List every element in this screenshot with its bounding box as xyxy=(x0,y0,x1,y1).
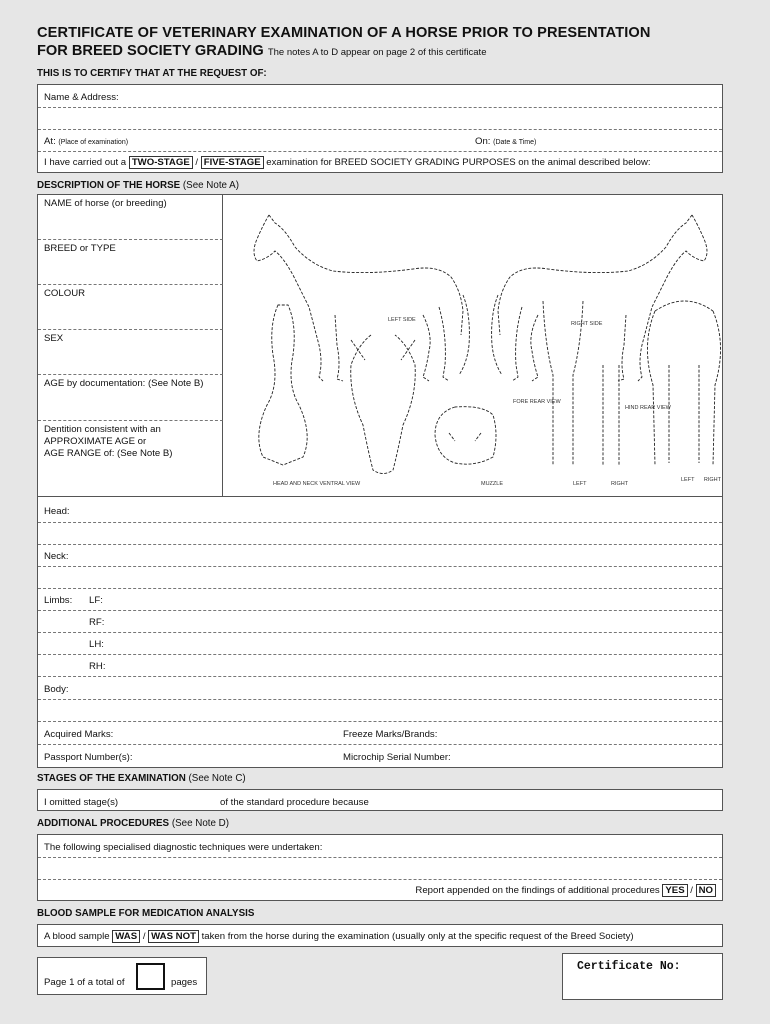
page-suffix-label: pages xyxy=(171,977,198,988)
examination-type-row xyxy=(38,151,722,173)
certify-heading: THIS IS TO CERTIFY THAT AT THE REQUEST OF: xyxy=(37,68,267,79)
neck-row[interactable] xyxy=(38,544,722,567)
dentition-line2: APPROXIMATE AGE or xyxy=(44,436,147,447)
sex-label: SEX xyxy=(44,333,64,344)
blood-prefix: A blood sample xyxy=(44,931,110,942)
on-hint: (Date & Time) xyxy=(493,139,537,146)
markings-box xyxy=(37,497,723,768)
name-address-continuation-row[interactable] xyxy=(38,107,722,130)
breed-label: BREED or TYPE xyxy=(44,243,116,254)
blood-suffix: taken from the horse during the examination (usually only at the specific request of the Breed Society) xyxy=(201,931,634,942)
omitted-stages-label: I omitted stage(s) xyxy=(44,797,119,808)
description-heading xyxy=(37,180,239,191)
at-label: At: xyxy=(44,136,56,147)
certificate-title-line2 xyxy=(37,43,486,59)
dentition-line3: AGE RANGE of: (See Note B) xyxy=(44,448,173,459)
blood-sample-heading: BLOOD SAMPLE FOR MEDICATION ANALYSIS xyxy=(37,908,255,919)
age-label: AGE by documentation: (See Note B) xyxy=(44,378,204,389)
place-date-row[interactable] xyxy=(38,129,722,152)
hind-left-label: LEFT xyxy=(681,477,695,483)
place-label xyxy=(44,136,128,147)
blood-was-not-option[interactable]: WAS NOT xyxy=(148,930,199,943)
right-side-label: RIGHT SIDE xyxy=(571,321,603,327)
microchip-label: Microchip Serial Number: xyxy=(343,752,451,763)
description-box xyxy=(37,194,723,497)
blood-sample-box xyxy=(37,924,723,947)
additional-heading xyxy=(37,818,229,829)
acquired-marks-label: Acquired Marks: xyxy=(44,729,114,740)
front-head-outline xyxy=(351,335,416,474)
sex-field[interactable] xyxy=(38,330,223,375)
lh-label: LH: xyxy=(89,639,104,650)
on-label: On: xyxy=(475,136,491,147)
body-row[interactable] xyxy=(38,676,722,700)
standard-procedure-label: of the standard procedure because xyxy=(220,797,369,808)
stages-box[interactable] xyxy=(37,789,723,811)
page-prefix-label: Page 1 of a total of xyxy=(44,977,125,988)
report-yes-option[interactable]: YES xyxy=(662,884,687,897)
passport-label: Passport Number(s): xyxy=(44,752,133,763)
five-stage-option[interactable]: FIVE-STAGE xyxy=(201,156,264,169)
request-box xyxy=(37,84,723,173)
total-pages-field[interactable] xyxy=(136,963,165,990)
fore-right-label: RIGHT xyxy=(611,481,629,487)
description-heading-text: DESCRIPTION OF THE HORSE xyxy=(37,180,181,191)
age-field[interactable] xyxy=(38,375,223,421)
report-appended-label: Report appended on the findings of additional procedures xyxy=(415,885,660,896)
additional-box xyxy=(37,834,723,901)
stages-note: (See Note C) xyxy=(188,773,246,784)
limbs-lf-row[interactable] xyxy=(38,588,722,611)
colour-label: COLOUR xyxy=(44,288,86,299)
neck-continuation-row[interactable] xyxy=(38,566,722,589)
date-time-label xyxy=(475,136,536,147)
blood-was-option[interactable]: WAS xyxy=(112,930,140,943)
report-appended-row xyxy=(38,879,722,901)
head-neck-ventral-outline xyxy=(259,305,307,465)
report-appended-statement xyxy=(415,884,716,897)
body-continuation-row[interactable] xyxy=(38,699,722,722)
description-note: (See Note A) xyxy=(182,180,239,191)
limbs-rf-row[interactable] xyxy=(38,610,722,633)
head-continuation-row[interactable] xyxy=(38,522,722,545)
colour-field[interactable] xyxy=(38,285,223,330)
carried-suffix: examination for BREED SOCIETY GRADING PURPOSES on the animal described below: xyxy=(266,157,651,168)
stages-heading xyxy=(37,773,246,784)
head-neck-ventral-label: HEAD AND NECK VENTRAL VIEW xyxy=(273,481,361,487)
head-label: Head: xyxy=(44,506,70,517)
breed-field[interactable] xyxy=(38,240,223,285)
muzzle-label: MUZZLE xyxy=(481,481,503,487)
dentition-field[interactable] xyxy=(38,421,223,497)
horse-name-field[interactable] xyxy=(38,195,223,240)
report-option-slash: / xyxy=(690,885,693,896)
freeze-marks-label: Freeze Marks/Brands: xyxy=(343,729,438,740)
muzzle-outline xyxy=(435,407,496,464)
neck-label: Neck: xyxy=(44,551,69,562)
horse-name-label: NAME of horse (or breeding) xyxy=(44,198,167,209)
certificate-title-line1: CERTIFICATE OF VETERINARY EXAMINATION OF A HORSE PRIOR TO PRESENTATION xyxy=(37,25,651,41)
additional-note: (See Note D) xyxy=(171,818,229,829)
additional-continuation-row[interactable] xyxy=(38,857,722,880)
horse-diagram[interactable] xyxy=(223,195,722,496)
option-slash: / xyxy=(195,157,199,168)
passport-row[interactable] xyxy=(38,744,722,767)
additional-techniques-row[interactable] xyxy=(38,835,722,858)
name-address-row[interactable] xyxy=(38,85,722,108)
stages-heading-text: STAGES OF THE EXAMINATION xyxy=(37,773,186,784)
body-label: Body: xyxy=(44,684,69,695)
report-no-option[interactable]: NO xyxy=(696,884,716,897)
certificate-number-box[interactable] xyxy=(562,953,723,1000)
additional-techniques-label: The following specialised diagnostic techniques were undertaken: xyxy=(44,842,323,853)
limbs-lh-row[interactable] xyxy=(38,632,722,655)
additional-heading-text: ADDITIONAL PROCEDURES xyxy=(37,818,170,829)
blood-sample-statement xyxy=(44,930,634,943)
acquired-marks-row[interactable] xyxy=(38,721,722,745)
left-side-label: LEFT SIDE xyxy=(388,317,416,323)
certificate-title-note: The notes A to D appear on page 2 of this certificate xyxy=(267,47,487,58)
head-row[interactable] xyxy=(38,497,722,523)
at-hint: (Place of examination) xyxy=(58,139,129,146)
hind-rear-view-label: HIND REAR VIEW xyxy=(625,405,671,411)
fore-left-label: LEFT xyxy=(573,481,587,487)
certificate-number-label: Certificate No: xyxy=(577,960,681,973)
name-address-label: Name & Address: xyxy=(44,92,119,103)
carried-prefix: I have carried out a xyxy=(44,157,127,168)
limbs-rh-row[interactable] xyxy=(38,654,722,677)
hind-rear-view-outline xyxy=(647,301,720,465)
right-side-horse-outline xyxy=(492,215,707,381)
lf-label: LF: xyxy=(89,595,103,606)
rf-label: RF: xyxy=(89,617,105,628)
dentition-line1: Dentition consistent with an xyxy=(44,424,161,435)
hind-right-label: RIGHT xyxy=(703,477,721,483)
page-count-box xyxy=(37,957,207,995)
two-stage-option[interactable]: TWO-STAGE xyxy=(129,156,193,169)
left-side-horse-outline xyxy=(254,215,469,381)
limbs-label: Limbs: xyxy=(44,595,73,606)
certificate-title-main: FOR BREED SOCIETY GRADING xyxy=(37,43,264,59)
rh-label: RH: xyxy=(89,661,106,672)
fore-rear-view-label: FORE REAR VIEW xyxy=(513,399,561,405)
blood-option-slash: / xyxy=(142,931,146,942)
examination-type-statement xyxy=(44,156,651,169)
